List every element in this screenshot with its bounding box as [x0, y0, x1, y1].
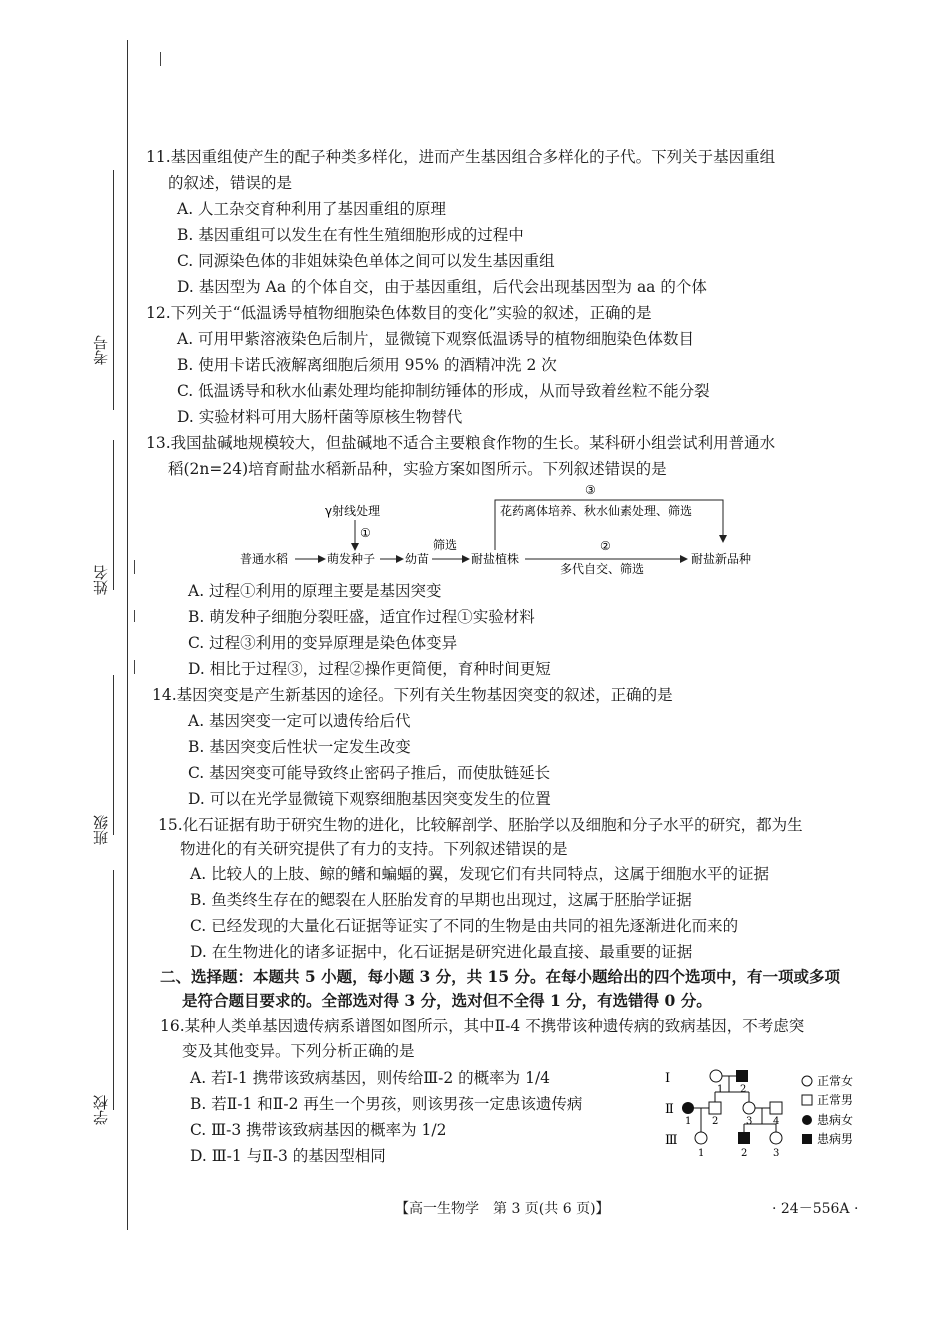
- svg-text:3: 3: [773, 1148, 780, 1159]
- gen-3-label: Ⅲ: [665, 1133, 678, 1148]
- q14-option-d: D. 可以在光学显微镜下观察细胞基因突变发生的位置: [188, 790, 551, 808]
- q11-stem-1: 11.基因重组使产生的配子种类多样化，进而产生基因组合多样化的子代。下列关于基因重组: [146, 148, 776, 166]
- legend-affected-male-icon: [802, 1134, 812, 1144]
- gamma-label: γ射线处理: [325, 504, 381, 518]
- q11-option-d: D. 基因型为 Aa 的个体自交，由于基因重组，后代会出现基因型为 aa 的个体: [177, 278, 707, 296]
- q13-option-c: C. 过程③利用的变异原理是染色体变异: [188, 634, 458, 652]
- q14-option-a: A. 基因突变一定可以遗传给后代: [188, 712, 411, 730]
- q15-stem-1: 15.化石证据有助于研究生物的进化，比较解剖学、胚胎学以及细胞和分子水平的研究，都为生: [158, 816, 803, 834]
- q15-option-b: B. 鱼类终生存在的鳃裂在人胚胎发育的早期也出现过，这属于胚胎学证据: [190, 891, 692, 909]
- q13-option-a: A. 过程①利用的原理主要是基因突变: [188, 582, 442, 600]
- svg-text:1: 1: [717, 1084, 724, 1095]
- banji-blank: [113, 675, 114, 835]
- q12-stem: 12.下列关于“低温诱导植物细胞染色体数目的变化”实验的叙述，正确的是: [146, 304, 652, 322]
- node-naiyan-xinpinzhong: 耐盐新品种: [691, 552, 752, 566]
- q16-option-a: A. 若Ⅰ-1 携带该致病基因，则传给Ⅲ-2 的概率为 1/4: [190, 1069, 551, 1087]
- margin-mark: [160, 52, 161, 66]
- process-2-label: ②: [600, 539, 611, 553]
- q14-option-c: C. 基因突变可能导致终止密码子推后，而使肽链延长: [188, 764, 551, 782]
- gen-1-label: Ⅰ: [665, 1071, 671, 1086]
- q15-stem-2: 物进化的有关研究提供了有力的支持。下列叙述错误的是: [180, 840, 568, 858]
- gen3-2-affected-male: [738, 1132, 750, 1144]
- legend-normal-male-icon: [802, 1095, 812, 1105]
- gen2-2-normal-male: [709, 1102, 721, 1114]
- svg-text:1: 1: [698, 1148, 705, 1159]
- margin-mark: [134, 660, 135, 674]
- svg-text:4: 4: [773, 1116, 780, 1127]
- q12-option-b: B. 使用卡诺氏液解离细胞后须用 95% 的酒精冲洗 2 次: [177, 356, 557, 374]
- legend-affected-female-icon: [802, 1115, 812, 1125]
- page-footer: 【高一生物学 第 3 页(共 6 页)】: [395, 1201, 610, 1217]
- xuexiao-blank: [113, 870, 114, 1110]
- section2-instructions-2: 是符合题目要求的。全部选对得 3 分，选对但不全得 1 分，有选错得 0 分。: [182, 991, 712, 1010]
- gen2-1-affected-female: [682, 1102, 694, 1114]
- q13-option-d: D. 相比于过程③，过程②操作更简便，育种时间更短: [188, 660, 551, 678]
- breeding-flow-diagram: [225, 482, 785, 577]
- gen-2-label: Ⅱ: [665, 1102, 674, 1117]
- gen3-1-normal-female: [695, 1132, 707, 1144]
- q14-stem: 14.基因突变是产生新基因的途径。下列有关生物基因突变的叙述，正确的是: [152, 686, 673, 704]
- q12-option-d: D. 实验材料可用大肠杆菌等原核生物替代: [177, 408, 463, 426]
- binding-margin-line: [127, 40, 128, 1230]
- kaohao-blank: [113, 170, 114, 410]
- q12-option-c: C. 低温诱导和秋水仙素处理均能抑制纺锤体的形成，从而导致着丝粒不能分裂: [177, 382, 710, 400]
- q16-option-d: D. Ⅲ-1 与Ⅱ-3 的基因型相同: [190, 1147, 386, 1165]
- q11-option-b: B. 基因重组可以发生在有性生殖细胞形成的过程中: [177, 226, 524, 244]
- gen2-3-normal-female: [743, 1102, 755, 1114]
- gen1-affected-male: [736, 1070, 748, 1082]
- q16-stem-2: 变及其他变异。下列分析正确的是: [182, 1042, 415, 1060]
- process-2-desc: 多代自交、筛选: [560, 562, 645, 576]
- svg-text:2: 2: [740, 1084, 747, 1095]
- paper-code: · 24－556A ·: [772, 1201, 859, 1217]
- label-xingming: 姓名: [92, 565, 110, 595]
- svg-text:患病女: 患病女: [817, 1113, 854, 1127]
- q15-option-d: D. 在生物进化的诸多证据中，化石证据是研究进化最直接、最重要的证据: [190, 943, 693, 961]
- q12-option-a: A. 可用甲紫溶液染色后制片，显微镜下观察低温诱导的植物细胞染色体数目: [177, 330, 695, 348]
- process-3-label: ③: [585, 483, 596, 497]
- q16-stem-1: 16.某种人类单基因遗传病系谱图如图所示，其中Ⅱ-4 不携带该种遗传病的致病基因，不考虑突: [160, 1017, 805, 1035]
- svg-text:正常女: 正常女: [817, 1074, 854, 1088]
- label-banji: 班级: [92, 815, 110, 845]
- label-xuexiao: 学校: [92, 1095, 110, 1125]
- svg-text:1: 1: [685, 1116, 692, 1127]
- gen3-3-normal-female: [770, 1132, 782, 1144]
- q16-option-c: C. Ⅲ-3 携带该致病基因的概率为 1/2: [190, 1121, 447, 1139]
- margin-mark: [134, 610, 135, 622]
- q13-stem-1: 13.我国盐碱地规模较大，但盐碱地不适合主要粮食作物的生长。某科研小组尝试利用普通水: [146, 434, 776, 452]
- pedigree-chart: [660, 1062, 870, 1167]
- gen1-normal-female: [710, 1070, 722, 1082]
- q11-stem-2: 的叙述，错误的是: [168, 174, 293, 192]
- node-mengfa-zhongzi: 萌发种子: [327, 552, 376, 566]
- q14-option-b: B. 基因突变后性状一定发生改变: [188, 738, 411, 756]
- q11-option-a: A. 人工杂交育种利用了基因重组的原理: [177, 200, 447, 218]
- node-putong-shuidao: 普通水稻: [240, 552, 289, 566]
- gen2-4-normal-male: [770, 1102, 782, 1114]
- section2-instructions-1: 二、选择题：本题共 5 小题，每小题 3 分，共 15 分。在每小题给出的四个选项中，有一项或多项: [160, 967, 841, 986]
- q15-option-c: C. 已经发现的大量化石证据等证实了不同的生物是由共同的祖先逐渐进化而来的: [190, 917, 739, 935]
- q13-stem-2: 稻(2n=24)培育耐盐水稻新品种，实验方案如图所示。下列叙述错误的是: [168, 460, 667, 478]
- q15-option-a: A. 比较人的上肢、鲸的鳍和蝙蝠的翼，发现它们有共同特点，这属于细胞水平的证据: [190, 865, 770, 883]
- q11-option-c: C. 同源染色体的非姐妹染色单体之间可以发生基因重组: [177, 252, 555, 270]
- svg-text:3: 3: [746, 1116, 753, 1127]
- svg-text:患病男: 患病男: [817, 1132, 854, 1146]
- q13-option-b: B. 萌发种子细胞分裂旺盛，适宜作过程①实验材料: [188, 608, 535, 626]
- process-3-desc: 花药离体培养、秋水仙素处理、筛选: [500, 504, 693, 518]
- svg-text:正常男: 正常男: [817, 1093, 854, 1107]
- svg-text:2: 2: [712, 1116, 719, 1127]
- process-1-label: ①: [360, 526, 371, 540]
- margin-mark: [134, 560, 135, 574]
- xingming-blank: [113, 440, 114, 590]
- q16-option-b: B. 若Ⅱ-1 和Ⅱ-2 再生一个男孩，则该男孩一定患该遗传病: [190, 1095, 583, 1113]
- label-kaohao: 考号: [92, 335, 110, 365]
- node-youmiao: 幼苗: [405, 552, 430, 566]
- shaixuan-label: 筛选: [433, 538, 458, 552]
- svg-text:2: 2: [741, 1148, 748, 1159]
- node-naiyan-zhizhu: 耐盐植株: [471, 552, 520, 566]
- legend-normal-female-icon: [802, 1076, 812, 1086]
